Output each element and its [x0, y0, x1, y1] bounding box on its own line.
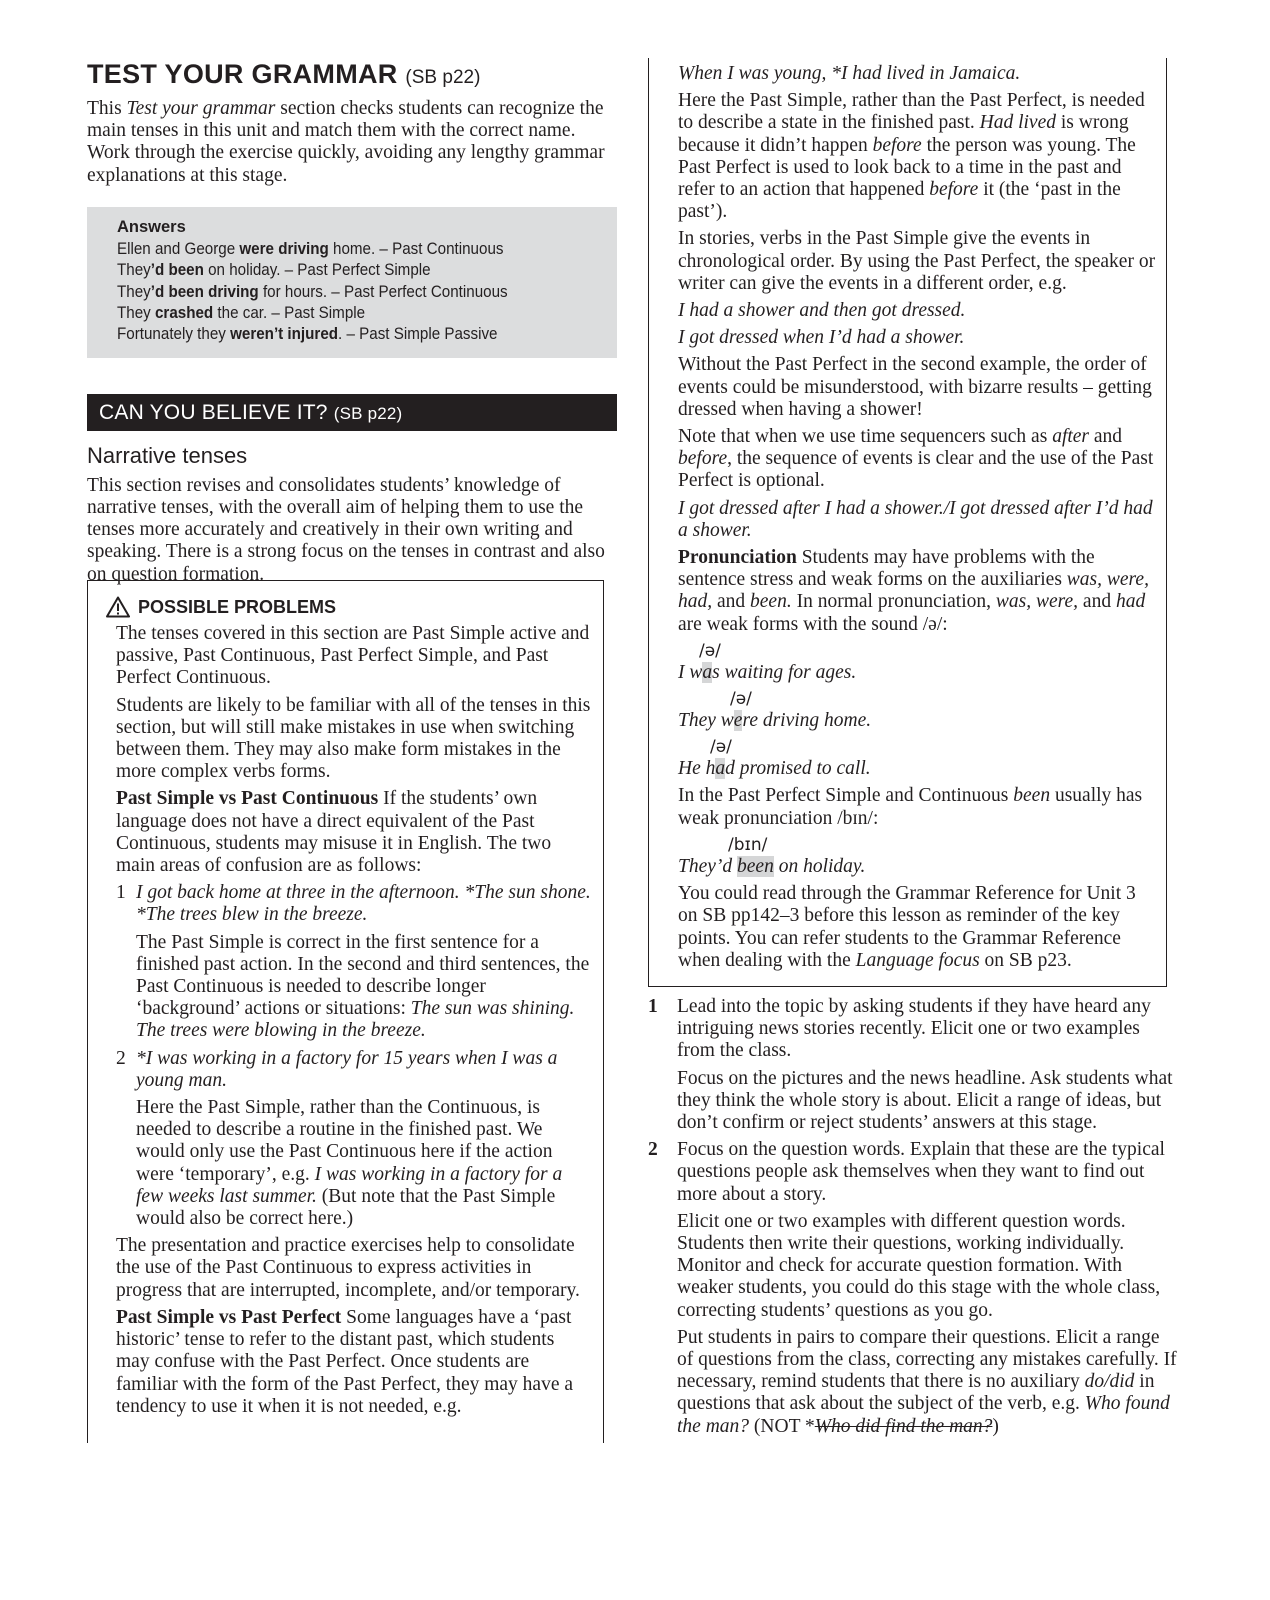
problems-paragraph: Past Simple vs Past Continuous If the students’ own language does not have a direct equivalent of the Past Continuous, students may misuse it in English. The two main areas of confusion are as follows: [116, 788, 552, 877]
step-1: 1 Lead into the topic by asking students if they have heard any intriguing news stories recently. Elicit one or two examples from the class. [648, 996, 1151, 1062]
ipa-schwa: /ə/ [730, 689, 752, 710]
answer-line: They crashed the car. – Past Simple [117, 304, 366, 323]
pronunciation-example: I was waiting for ages. [678, 661, 857, 683]
explanation-paragraph: In the Past Perfect Simple and Continuous been usually has weak pronunciation /bɪn/: [678, 785, 1143, 829]
section-title-bar [87, 394, 617, 431]
answer-line: They’d been driving for hours. – Past Perfect Continuous [117, 282, 508, 301]
answers-box [87, 207, 617, 358]
answers-heading: Answers [117, 217, 186, 236]
ipa-schwa: /ə/ [710, 737, 732, 758]
narrative-tenses-heading: Narrative tenses [87, 442, 248, 468]
possible-problems-content [116, 595, 592, 1418]
procedure-steps [648, 996, 1178, 1438]
example-sentence: I got dressed after I had a shower./I got dressed after I’d had a shower. [678, 497, 1153, 541]
example-sentence: I got dressed when I’d had a shower. [678, 327, 965, 349]
intro-text: This [87, 98, 127, 119]
explanation-paragraph: Here the Past Simple, rather than the Past Perfect, is needed to describe a state in the finished past. Had lived is wrong because it didn’t happen before the person was young. The Past Perfect is used to look back to a time in the past and refer to an action that happened before it (the ‘past in the past’). [678, 90, 1145, 223]
ipa-schwa: /ə/ [699, 640, 721, 661]
explanation-paragraph: You could read through the Grammar Reference for Unit 3 on SB pp142–3 before this lesson as reminder of the key points. You can refer students to the Grammar Reference when dealing with the Language focus on SB p23. [678, 883, 1136, 971]
warning-triangle-icon [106, 596, 130, 618]
possible-problems-box [87, 580, 604, 1443]
step-2-paragraph: Elicit one or two examples with different question words. Students then write their questions, working individually. Monitor and check for accurate question formation. With weaker students, you could do this stage with the whole class, correcting students’ questions as you go. [677, 1210, 1161, 1321]
intro-text: section checks students can recognize the main tenses in this unit and match them with the correct name. Work through the exercise quickly, avoiding any lengthy grammar explanations at this stage. [87, 98, 605, 186]
pronunciation-example: They’d been on holiday. [678, 855, 866, 877]
explanation-paragraph: In stories, verbs in the Past Simple give the events in chronological order. By using the Past Perfect, the speaker or writer can give the events in a different order, e.g. [678, 228, 1156, 294]
problems-paragraph: Past Simple vs Past Perfect Some languages have a ‘past historic’ tense to refer to the distant past, which students may confuse with the Past Perfect. Once students are familiar with the form of the Past Perfect, they may have a tendency to use it when it is not needed, e.g. [116, 1306, 574, 1417]
problem-item-1-explanation: The Past Simple is correct in the first sentence for a finished past action. In the second and third sentences, the Past Continuous is needed to describe longer ‘background’ actions or situations: The sun was shining. The trees were blowing in the breeze. [136, 931, 590, 1042]
explanation-paragraph: Note that when we use time sequencers such as after and before, the sequence of events is clear and the use of the Past Perfect is optional. [678, 426, 1154, 492]
problem-item-1: 1 I got back home at three in the afternoon. *The sun shone. *The trees blew in the breeze. [116, 882, 591, 926]
problem-item-2-explanation: Here the Past Simple, rather than the Continuous, is needed to describe a routine in the finished past. We would only use the Past Continuous here if the action were ‘temporary’, e.g. I was working in a factory for a few weeks last summer. (But note that the Past Simple would also be correct here.) [136, 1097, 563, 1230]
possible-problems-title: POSSIBLE PROBLEMS [138, 597, 337, 617]
ipa-been: /bɪn/ [728, 834, 768, 855]
problems-paragraph: The presentation and practice exercises help to consolidate the use of the Past Continuous to express activities in progress that are interrupted, incomplete, and/or temporary. [116, 1235, 580, 1301]
example-sentence: I had a shower and then got dressed. [678, 300, 966, 322]
answer-line: Ellen and George were driving home. – Past Continuous [117, 239, 504, 258]
section-intro: This section revises and consolidates students’ knowledge of narrative tenses, with the overall aim of helping them to use the tenses more accurately and creatively in their own writing and speaking. There is a strong focus on the tenses in contrast and also on question formation. [87, 474, 605, 585]
step-2-paragraph: Put students in pairs to compare their questions. Elicit a range of questions from the class, correcting any mistakes carefully. If necessary, remind students that there is no auxiliary do/did in questions that ask about the subject of the verb, e.g. Who found the man? (NOT *Who did find the man?) [677, 1326, 1177, 1437]
left-column [87, 58, 617, 586]
title-ref: (SB p22) [405, 67, 481, 88]
intro-italic: Test your grammar [126, 98, 276, 119]
continued-content [678, 63, 1158, 972]
step-2: 2 Focus on the question words. Explain that these are the typical questions people ask themselves when they want to find out more about a story. [648, 1139, 1165, 1205]
problems-paragraph: Students are likely to be familiar with all of the tenses in this section, but will still make mistakes in use when switching between them. They may also make form mistakes in the more complex verbs forms. [116, 694, 591, 783]
problems-paragraph: The tenses covered in this section are Past Simple active and passive, Past Continuous, Past Perfect Simple, and Past Perfect Continuous. [116, 623, 590, 689]
grammar-intro [87, 98, 617, 187]
section-title: CAN YOU BELIEVE IT? [99, 400, 328, 424]
pronunciation-paragraph: Pronunciation Students may have problems with the sentence stress and weak forms on the auxiliaries was, were, had, and been. In normal pronunciation, was, were, and had are weak forms with the sound /ə/: [678, 547, 1149, 635]
test-your-grammar-title [87, 58, 617, 94]
pronunciation-heading: Pronunciation [678, 547, 797, 569]
pronunciation-example: They were driving home. [678, 710, 872, 732]
pronunciation-example: He had promised to call. [678, 758, 871, 780]
possible-problems-heading [106, 595, 592, 619]
step-1-paragraph: Focus on the pictures and the news headline. Ask students what they think the whole story is about. Elicit a range of ideas, but don’t confirm or reject students’ answers at this stage. [677, 1067, 1173, 1134]
possible-problems-continued-box [648, 58, 1167, 987]
example-sentence: When I was young, *I had lived in Jamaica. [678, 63, 1021, 84]
explanation-paragraph: Without the Past Perfect in the second example, the order of events could be misunderstood, with bizarre results – getting dressed when having a shower! [678, 354, 1152, 420]
title-text: TEST YOUR GRAMMAR [87, 59, 398, 89]
answer-line: They’d been on holiday. – Past Perfect Simple [117, 261, 431, 280]
section-ref: (SB p22) [333, 403, 403, 423]
answer-line: Fortunately they weren’t injured. – Past Simple Passive [117, 325, 498, 344]
subheading-past-simple-vs-perfect: Past Simple vs Past Perfect [116, 1306, 342, 1328]
subheading-past-simple-vs-continuous: Past Simple vs Past Continuous [116, 788, 379, 810]
problem-item-2: 2 *I was working in a factory for 15 years when I was a young man. [116, 1047, 558, 1091]
